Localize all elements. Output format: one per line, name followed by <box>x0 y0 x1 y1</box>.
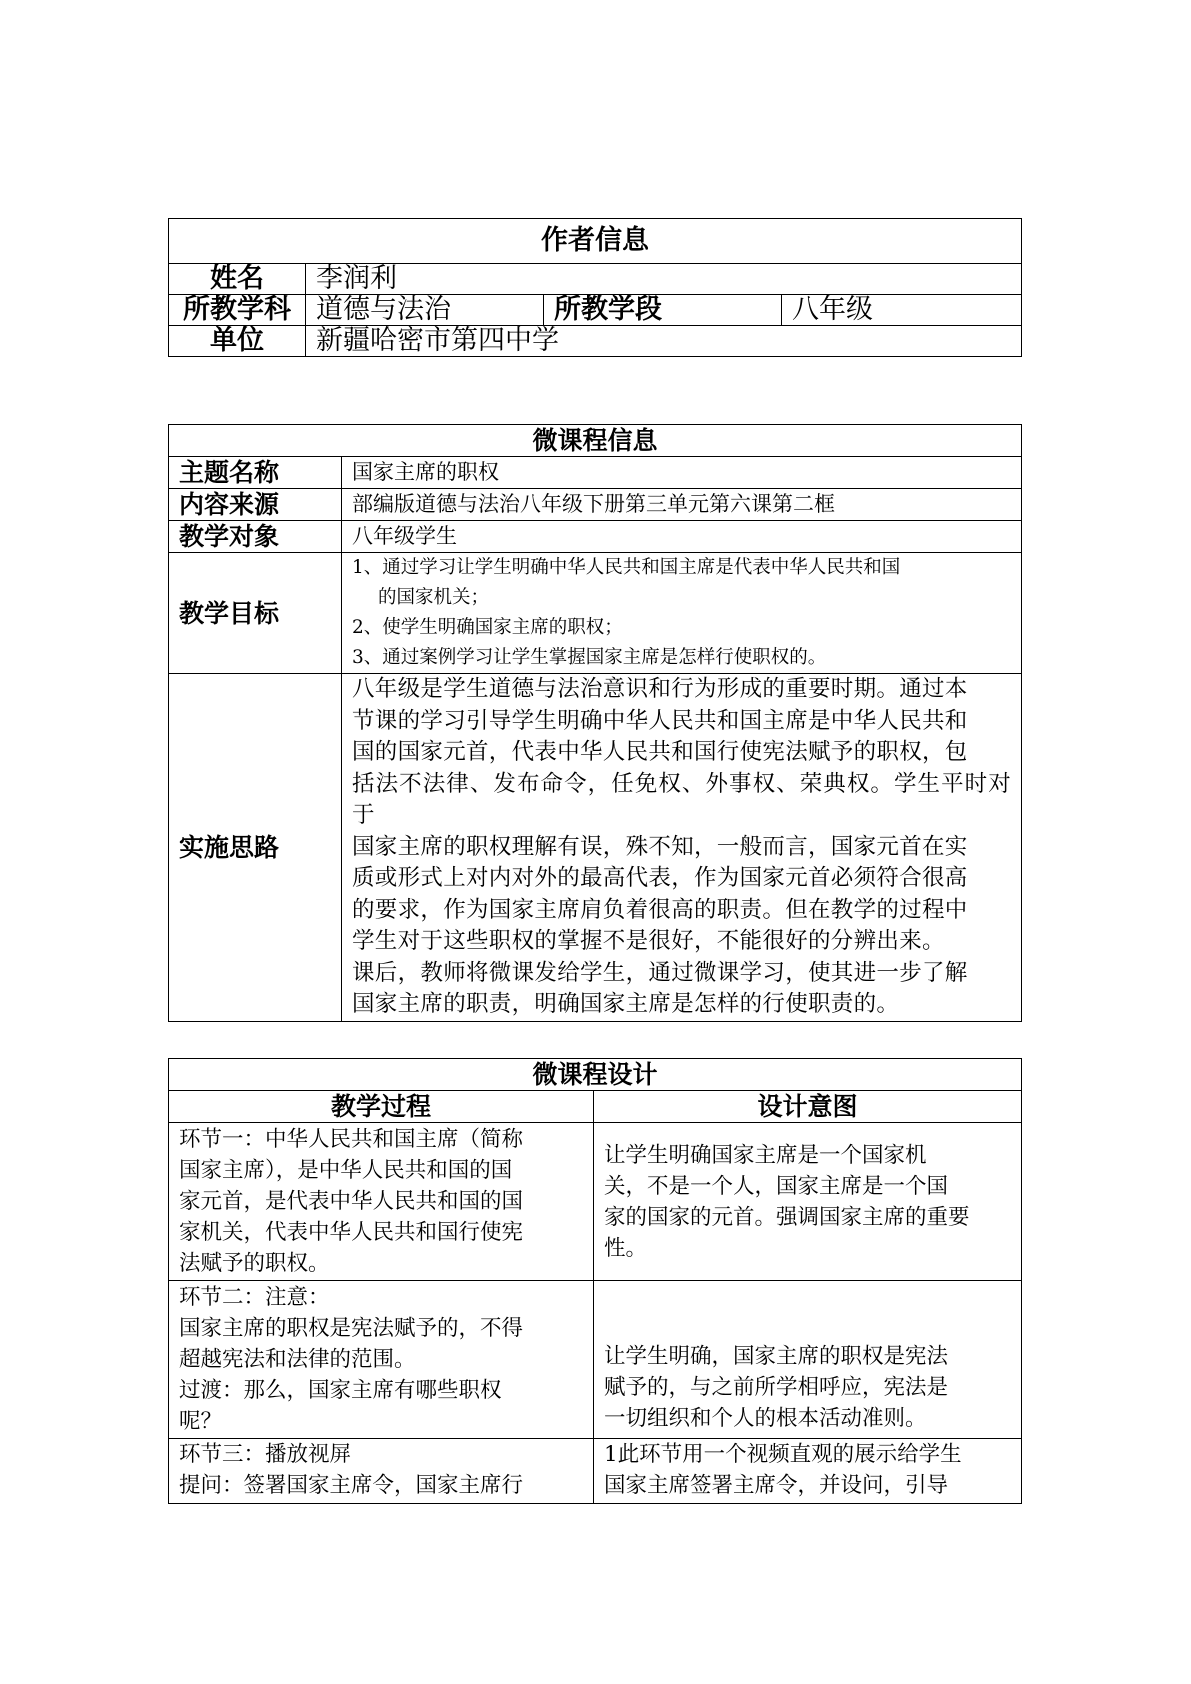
design-row <box>169 1281 1022 1439</box>
process-column-header: 教学过程 <box>169 1091 594 1123</box>
plan-line: 学生对于这些职权的掌握不是很好，不能很好的分辨出来。 <box>352 928 945 954</box>
intent-cell <box>594 1439 1022 1504</box>
process-line: 超越宪法和法律的范围。 <box>179 1347 416 1372</box>
plan-line: 的要求，作为国家主席肩负着很高的职责。但在教学的过程中 <box>352 896 968 923</box>
process-line: 家元首，是代表中华人民共和国的国 <box>179 1189 524 1214</box>
name-value: 李润利 <box>306 264 1022 295</box>
author-info-table <box>168 218 1022 357</box>
intent-line: 赋予的，与之前所学相呼应，宪法是 <box>604 1375 949 1400</box>
objective-line: 1、通过学习让学生明确中华人民共和国主席是代表中华人民共和国 <box>352 557 901 578</box>
author-info-title: 作者信息 <box>169 219 1022 264</box>
process-line: 环节一：中华人民共和国主席（简称 <box>179 1127 524 1152</box>
process-line: 环节三：播放视屏 <box>179 1442 352 1467</box>
plan-line: 课后，教师将微课发给学生，通过微课学习，使其进一步了解 <box>352 959 968 986</box>
plan-line: 国的国家元首，代表中华人民共和国行使宪法赋予的职权，包 <box>352 739 968 765</box>
grade-label: 所教学段 <box>544 295 782 326</box>
intent-line: 关，不是一个人，国家主席是一个国 <box>604 1173 949 1199</box>
plan-line: 国家主席的职权理解有误，殊不知，一般而言，国家元首在实 <box>352 833 968 860</box>
intent-line: 性。 <box>604 1235 648 1261</box>
audience-label: 教学对象 <box>169 521 342 553</box>
unit-label: 单位 <box>169 326 306 357</box>
design-row <box>169 1123 1022 1281</box>
intent-line: 1此环节用一个视频直观的展示给学生 <box>604 1442 962 1467</box>
source-value: 部编版道德与法治八年级下册第三单元第六课第二框 <box>342 489 1022 521</box>
intent-line: 家的国家的元首。强调国家主席的重要 <box>604 1204 970 1230</box>
objective-line: 3、通过案例学习让学生掌握国家主席是怎样行使职权的。 <box>352 647 827 668</box>
process-cell <box>169 1281 594 1439</box>
process-line: 呢？ <box>179 1409 223 1434</box>
intent-line: 一切组织和个人的根本活动准则。 <box>604 1406 927 1431</box>
intent-line: 让学生明确，国家主席的职权是宪法 <box>604 1344 949 1369</box>
process-line: 国家主席），是中华人民共和国的国 <box>179 1158 513 1183</box>
process-line: 提问：签署国家主席令，国家主席行 <box>179 1473 524 1498</box>
plan-line: 括法不法律、发布命令，任免权、外事权、荣典权。学生平时对于 <box>352 770 1012 828</box>
grade-value: 八年级 <box>782 295 1022 326</box>
subject-label: 所教学科 <box>169 295 306 326</box>
intent-cell <box>594 1123 1022 1281</box>
plan-line: 质或形式上对内对外的最高代表，作为国家元首必须符合很高 <box>352 865 968 891</box>
name-label: 姓名 <box>169 264 306 295</box>
unit-value: 新疆哈密市第四中学 <box>306 326 1022 357</box>
audience-value: 八年级学生 <box>342 521 1022 553</box>
plan-line: 八年级是学生道德与法治意识和行为形成的重要时期。通过本 <box>352 676 968 702</box>
process-line: 环节二：注意： <box>179 1285 330 1310</box>
plan-line: 国家主席的职责，明确国家主席是怎样的行使职责的。 <box>352 991 900 1017</box>
course-design-title: 微课程设计 <box>169 1059 1022 1091</box>
plan-text <box>342 674 1022 1022</box>
course-design-table <box>168 1058 1022 1504</box>
plan-line: 节课的学习引导学生明确中华人民共和国主席是中华人民共和 <box>352 707 968 734</box>
topic-label: 主题名称 <box>169 457 342 489</box>
process-line: 国家主席的职权是宪法赋予的，不得 <box>179 1316 524 1341</box>
course-info-table <box>168 424 1022 1022</box>
course-info-title: 微课程信息 <box>169 425 1022 457</box>
topic-value: 国家主席的职权 <box>342 457 1022 489</box>
intent-cell <box>594 1281 1022 1439</box>
objectives-list <box>342 553 1022 674</box>
plan-label: 实施思路 <box>169 674 342 1022</box>
intent-column-header: 设计意图 <box>594 1091 1022 1123</box>
process-line: 法赋予的职权。 <box>179 1251 330 1276</box>
source-label: 内容来源 <box>169 489 342 521</box>
objective-line: 2、使学生明确国家主席的职权； <box>352 617 623 638</box>
process-line: 家机关，代表中华人民共和国行使宪 <box>179 1220 524 1245</box>
objective-line: 的国家机关； <box>378 587 490 608</box>
subject-value: 道德与法治 <box>306 295 544 326</box>
design-row <box>169 1439 1022 1504</box>
process-cell <box>169 1439 594 1504</box>
process-cell <box>169 1123 594 1281</box>
process-line: 过渡：那么，国家主席有哪些职权 <box>179 1378 502 1403</box>
objectives-label: 教学目标 <box>169 553 342 674</box>
intent-line: 国家主席签署主席令，并设问，引导 <box>604 1473 949 1498</box>
intent-line: 让学生明确国家主席是一个国家机 <box>604 1142 927 1168</box>
